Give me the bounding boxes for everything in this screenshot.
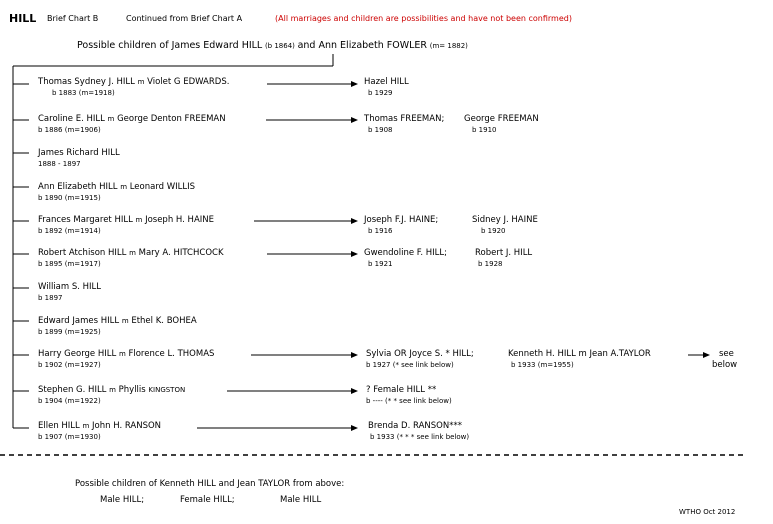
footer-child: Male HILL [280,495,322,505]
person-name: Stephen G. HILL [38,385,107,395]
chart-surname: HILL [9,12,37,25]
marriage-mark: m [137,78,145,86]
person-name: James Richard HILL [38,148,120,158]
person-name: Caroline E. HILL [38,114,105,124]
parents-marriage: (m= 1882) [429,42,468,50]
child-dates: b 1916 [368,227,393,235]
child-name: Brenda D. RANSON*** [368,421,462,431]
person-name: Edward James HILL [38,316,120,326]
marriage-mark: m [82,422,90,430]
person-dates: b 1890 (m=1915) [38,194,101,202]
chart-label: Brief Chart B [47,14,99,23]
parents-text: Possible children of James Edward HILL [77,40,263,51]
mother-text: and Ann Elizabeth FOWLER [297,40,428,51]
child-name: Thomas FREEMAN; [364,114,445,124]
child-name: Gwendoline F. HILL; [364,248,447,258]
person-dates: 1888 - 1897 [38,160,81,168]
footer-text: Possible children of Kenneth HILL and Jean TAYLOR from above: [75,479,345,489]
child-name: Sidney J. HAINE [472,215,538,225]
person-name: Thomas Sydney J. HILL [38,77,135,87]
spouse-surname: KINGSTON [148,386,186,394]
spouse-name: Phyllis [118,385,146,395]
person-name: Ann Elizabeth HILL [38,182,118,192]
child-dates: b 1920 [481,227,506,235]
spouse-name: Violet G EDWARDS. [147,77,230,87]
child-name: Joseph F.J. HAINE; [364,215,439,225]
person-name: Robert Atchison HILL [38,248,127,258]
person-dates: b 1892 (m=1914) [38,227,101,235]
spouse-name: Ethel K. BOHEA [131,316,197,326]
child-dates: b 1933 (* * * see link below) [370,433,470,441]
marriage-mark: m [120,183,128,191]
continued-text: Continued from Brief Chart A [126,14,243,23]
person-entry [38,249,224,258]
child-name: George FREEMAN [464,114,539,124]
marriage-mark: m [129,249,136,257]
footer-child: Male HILL; [100,495,145,505]
child-dates: b 1927 (* see link below) [366,361,454,369]
marriage-mark: m [118,350,126,358]
spouse-name: George Denton FREEMAN [117,114,226,124]
person-name: William S. HILL [38,282,102,292]
marriage-mark: m [109,386,116,394]
see-below-label: below [712,360,738,370]
person-entry [38,216,214,225]
footer-child: Female HILL; [180,495,235,505]
person-entry [38,386,185,395]
child-dates: b 1910 [472,126,497,134]
person-dates: b 1902 (m=1927) [38,361,101,369]
person-entry [38,317,197,326]
child-name: Robert J. HILL [475,248,533,258]
spouse-name: Mary A. HITCHCOCK [138,248,224,258]
disclaimer-note: (All marriages and children are possibilities and have not been confirmed) [275,14,572,23]
child-name: Kenneth H. HILL m Jean A.TAYLOR [508,349,651,359]
credit-text: WTHO Oct 2012 [679,508,736,516]
father-birth: (b 1864) [264,42,295,50]
child-name: ? Female HILL ** [366,385,437,395]
person-entry [38,422,161,431]
person-dates: b 1907 (m=1930) [38,433,101,441]
child-dates: b ---- (* * see link below) [366,397,452,405]
see-below-label: see [719,349,734,359]
person-dates: b 1895 (m=1917) [38,260,101,268]
child-dates: b 1908 [368,126,393,134]
person-dates: b 1897 [38,294,63,302]
marriage-mark: m [135,216,143,224]
child-dates: b 1928 [478,260,503,268]
person-entry [38,115,226,124]
person-name: Ellen HILL [38,421,80,431]
child-name: Hazel HILL [364,77,409,87]
child-dates: b 1921 [368,260,393,268]
person-dates: b 1886 (m=1906) [38,126,101,134]
marriage-mark: m [121,317,129,325]
spouse-name: Joseph H. HAINE [145,215,215,225]
person-dates: b 1904 (m=1922) [38,397,101,405]
person-dates: b 1899 (m=1925) [38,328,101,336]
marriage-mark: m [107,115,115,123]
spouse-name: John H. RANSON [92,421,162,431]
child-dates: b 1929 [368,89,393,97]
person-name: Frances Margaret HILL [38,215,133,225]
person-dates: b 1883 (m=1918) [52,89,115,97]
child-dates: b 1933 (m=1955) [511,361,574,369]
spouse-name: Leonard WILLIS [129,182,196,192]
person-name: Harry George HILL [38,349,117,359]
person-entry [38,78,229,87]
spouse-name: Florence L. THOMAS [128,349,215,359]
person-entry [38,350,214,359]
person-entry [38,183,195,192]
child-name: Sylvia OR Joyce S. * HILL; [366,349,474,359]
